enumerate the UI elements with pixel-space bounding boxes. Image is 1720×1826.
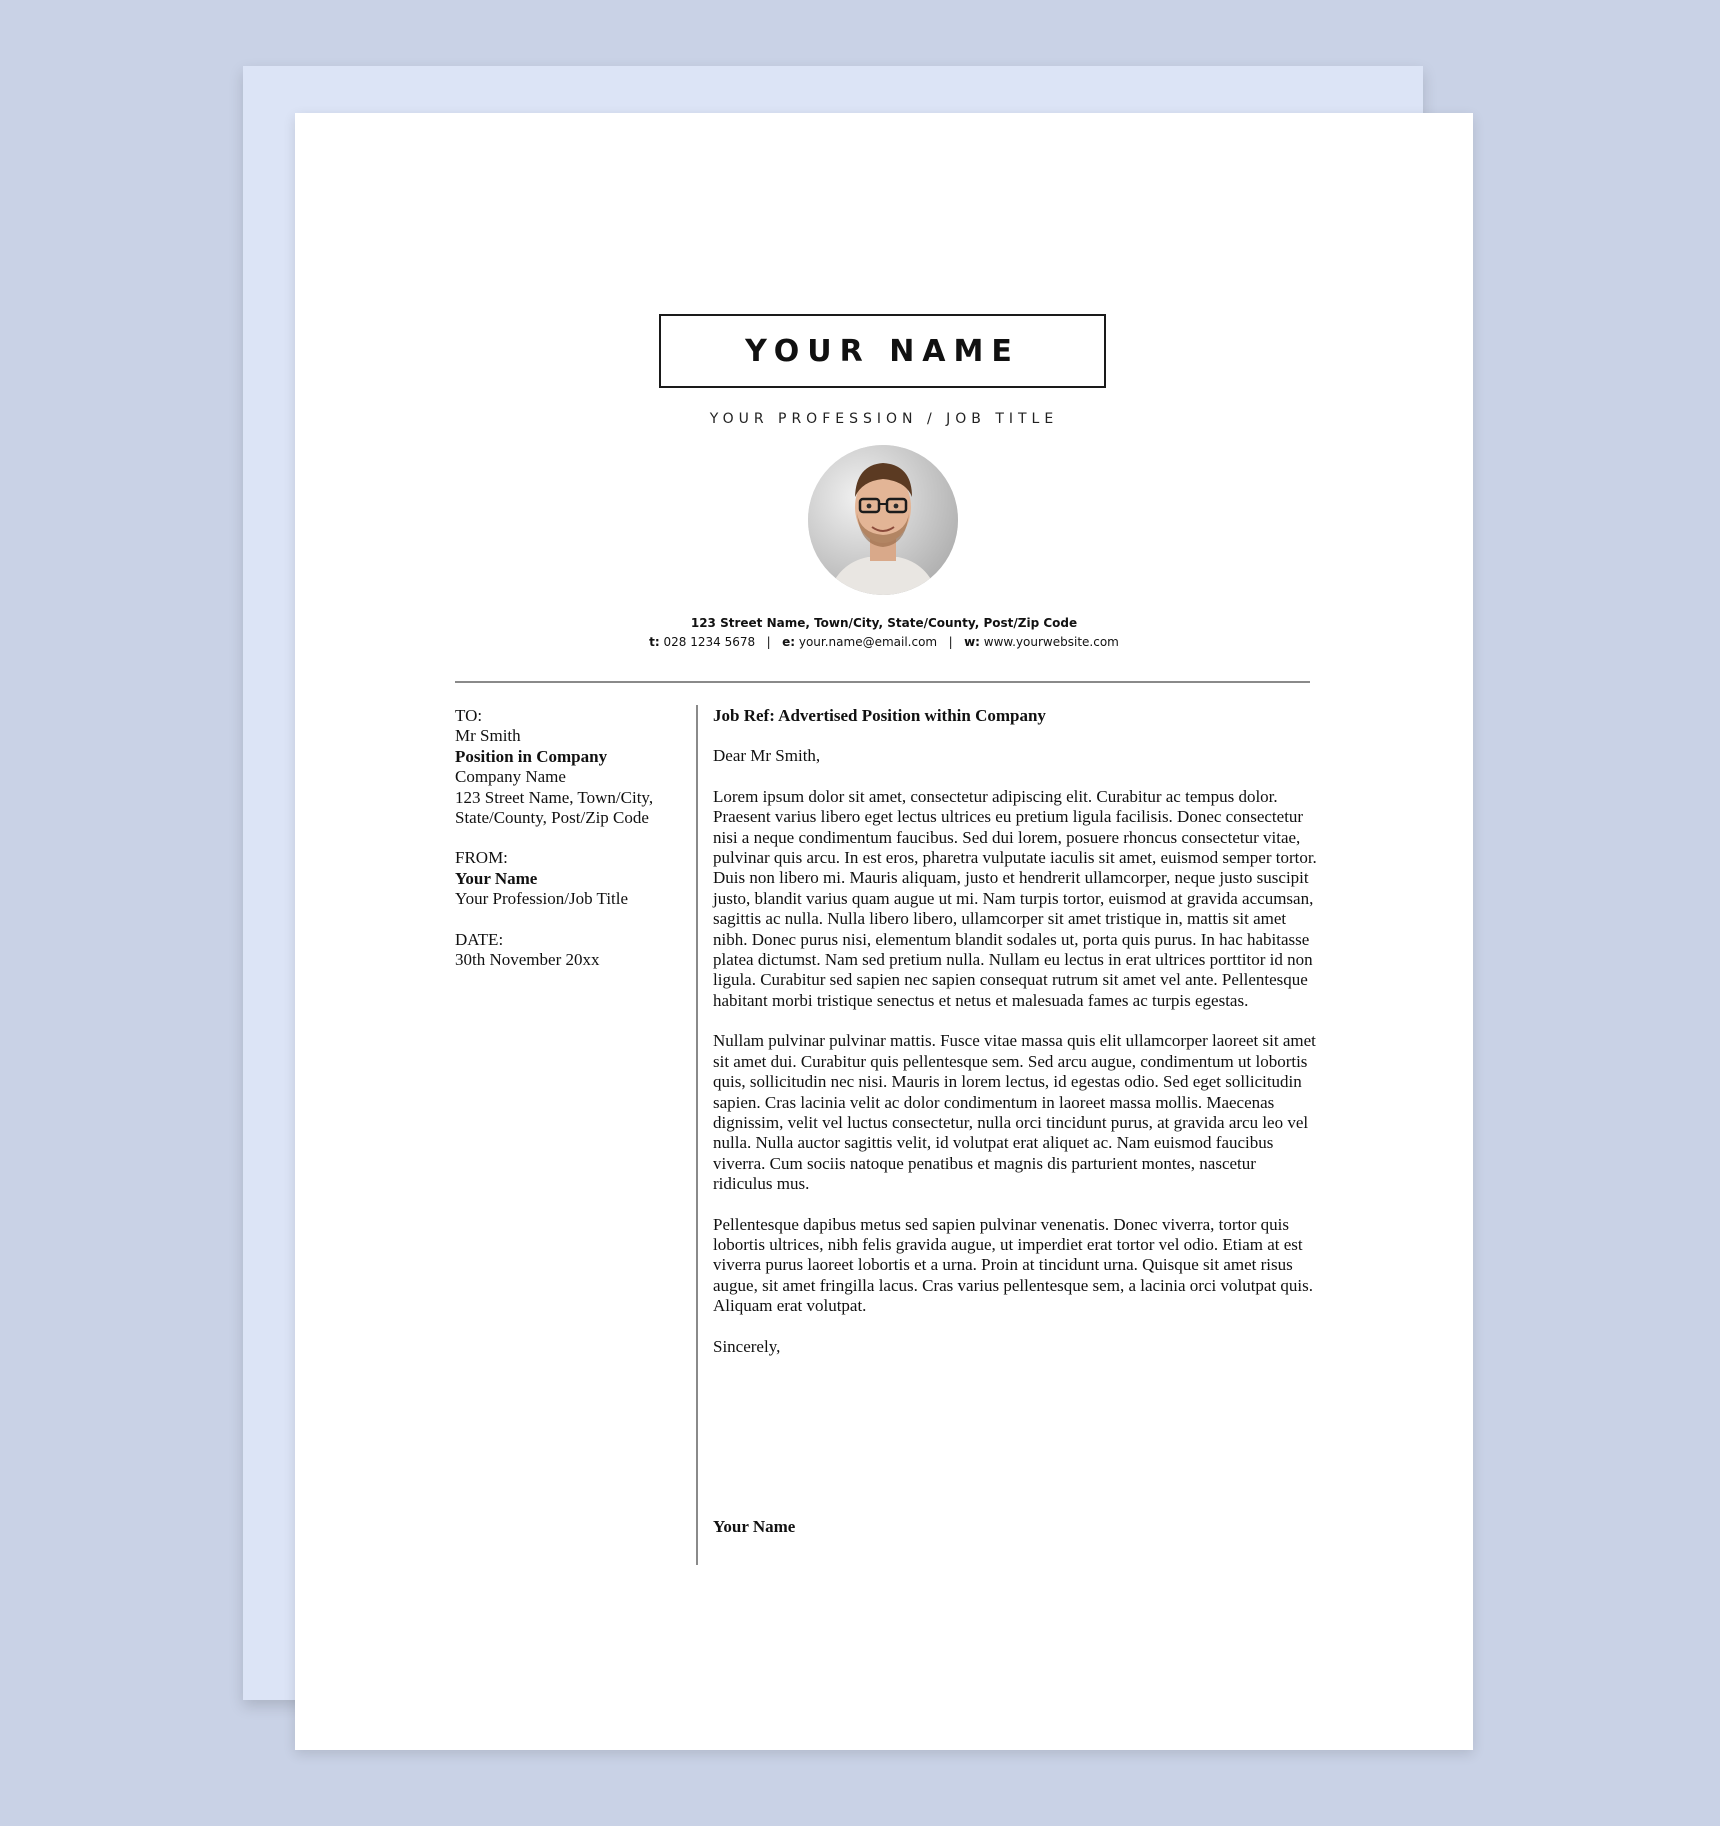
closing: Sincerely, <box>713 1336 781 1356</box>
letter-body <box>713 706 1317 1377</box>
email-label: e: <box>782 635 796 649</box>
body-paragraph-1: Lorem ipsum dolor sit amet, consectetur adipiscing elit. Curabitur ac tempus dolor. Praesent varius libero eget lectus ultrices eu pretium ligula facilisis. Donec consectetur nisi a neque condimentum faucibus. Sed dui lorem, posuere rhoncus consectetur vitae, pulvinar quis arcu. In est eros, pharetra vulputate iaculis sit amet, euismod semper tortor. Duis non libero mi. Mauris aliquam, justo et hendrerit ullamcorper, neque justo suscipit justo, blandit varius quam augue ut mi. Nam turpis tortor, euismod at gravida accumsan, sagittis ac nulla. Nulla libero libero, ullamcorper sit amet tristique in, mattis sit amet nibh. Donec purus nisi, elementum blandit sodales ut, porta quis purus. In hac habitasse platea dictumst. Nam sed pretium nulla. Nullam eu lectus in erat ultrices porttitor id non ligula. Curabitur sed sapien nec sapien consequat rutrum sit amet vel ante. Pellentesque habitant morbi tristique senectus et netus et malesuada fames ac turpis egestas. <box>713 786 1317 1010</box>
to-label: TO: <box>455 706 483 725</box>
salutation: Dear Mr Smith, <box>713 746 821 766</box>
profession-subtitle: YOUR PROFESSION / JOB TITLE <box>709 411 1059 427</box>
letter-page <box>295 113 1473 1750</box>
website-label: w: <box>964 635 980 649</box>
recipient-address-line2: State/County, Post/Zip Code <box>455 808 649 828</box>
contact-line <box>295 635 1473 649</box>
phone-number: 028 1234 5678 <box>663 635 756 649</box>
portrait-illustration <box>808 445 958 595</box>
name-title: YOUR NAME <box>745 333 1020 369</box>
signature-name: Your Name <box>713 1517 796 1536</box>
date-value: 30th November 20xx <box>455 950 600 970</box>
body-paragraph-3: Pellentesque dapibus metus sed sapien pulvinar venenatis. Donec viverra, tortor quis lobortis ultrices, nibh felis gravida augue, ut imperdiet erat tortor vel odio. Etiam at est viverra purus laoreet lobortis et a urna. Proin at tincidunt urna. Quisque sit amet risus augue, sit amet fringilla lacus. Cras varius pellentesque sem, a lacinia orci volutpat quis. Aliquam erat volutpat. <box>713 1214 1314 1316</box>
horizontal-divider <box>455 681 1310 683</box>
phone-label: t: <box>649 635 660 649</box>
vertical-divider <box>696 705 698 1565</box>
profile-photo <box>808 445 958 595</box>
email-address: your.name@email.com <box>798 635 938 649</box>
job-reference: Job Ref: Advertised Position within Company <box>713 706 1046 725</box>
sender-name: Your Name <box>455 868 538 888</box>
contact-separator: | <box>948 635 953 649</box>
address-line: 123 Street Name, Town/City, State/County, Post/Zip Code <box>690 616 1078 630</box>
address-sidebar <box>455 706 683 970</box>
sender-profession: Your Profession/Job Title <box>455 889 629 909</box>
recipient-address-line1: 123 Street Name, Town/City, <box>455 787 654 807</box>
from-label: FROM: <box>455 848 508 868</box>
date-label: DATE: <box>455 929 504 949</box>
website-url: www.yourwebsite.com <box>983 635 1119 649</box>
name-title-box <box>659 314 1106 388</box>
body-paragraph-2: Nullam pulvinar pulvinar mattis. Fusce vitae massa quis elit ullamcorper laoreet sit amet sit amet dui. Curabitur quis pellentesque sem. Sed arcu augue, condimentum ut lobortis quis, sollicitudin nec nisi. Mauris in lorem lectus, id egestas odio. Sed eget sollicitudin sapien. Cras lacinia velit ac dolor condimentum in laoreet massa mollis. Maecenas dignissim, velit vel luctus consectetur, nulla orci tincidunt purus, at gravida arcu leo vel nulla. Nulla auctor sagittis velit, id volutpat erat aliquet ac. Nam euismod faucibus viverra. Cum sociis natoque penatibus et magnis dis parturient montes, nascetur ridiculus mus. <box>713 1031 1316 1194</box>
contact-separator: | <box>766 635 771 649</box>
recipient-position: Position in Company <box>455 746 608 766</box>
recipient-company: Company Name <box>455 767 566 787</box>
recipient-name: Mr Smith <box>455 726 521 746</box>
